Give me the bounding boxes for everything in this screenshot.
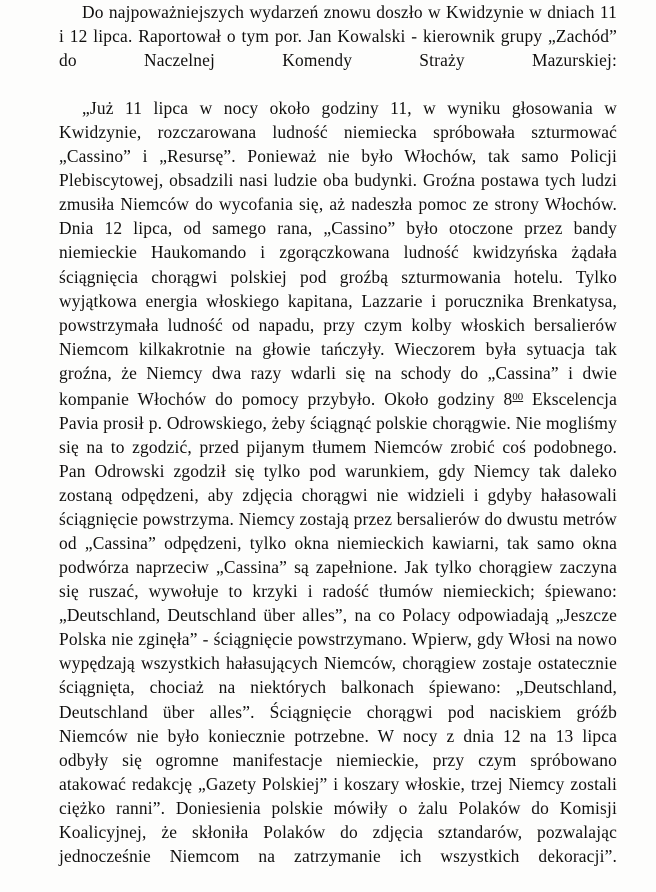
paragraph-report-quote bbox=[59, 96, 617, 892]
document-text-body bbox=[59, 0, 617, 892]
quote-text-before-time: „Już 11 lipca w nocy około godziny 11, w wyniku głosowania w Kwidzynie, rozczarowana ludność niemiecka spróbowała szturmować „Cassino” i „Resursę”. Ponieważ nie było Włochów, tak samo Policji Plebiscytowej, obsadzili nasi ludzie oba budynki. Groźna postawa tych ludzi zmusiła Niemców do wycofania się, aż nadeszła pomoc ze strony Włochów. Dnia 12 lipca, od samego rana, „Cassino” było otoczone przez bandy niemieckie Haukomando i zgorączkowana ludność kwidzyńska żądała ściągnięcia chorągwi polskiej pod groźbą szturmowania hotelu. Tylko wyjątkowa energia włoskiego kapitana, Lazzarie i porucznika Brenkatysa, powstrzymała ludność od napadu, przy czym kolby włoskich bersalierów Niemcom kilkakrotnie na głowie tańczyły. Wieczorem była sytuacja tak groźna, że Niemcy dwa razy wdarli się na schody do „Cassina” i dwie kompanie Włochów do pomocy przybyło. Około godziny bbox=[59, 98, 617, 409]
paragraph-intro: Do najpoważniejszych wydarzeń znowu doszło w Kwidzynie w dniach 11 i 12 lipca. Raportował o tym por. Jan Kowalski - kierownik grupy „Zachód” do Naczelnej Komendy Straży Mazurskiej: bbox=[59, 2, 617, 71]
time-hour-value: 8 bbox=[503, 388, 513, 409]
time-minutes-superscript: 00 bbox=[512, 390, 524, 403]
quote-text-after-time: Ekscelencja Pavia prosił p. Odrowskiego, żeby ściągnąć polskie chorągwie. Nie mogliśmy się na to zgodzić, przed pijanym tłumem Niemców zrobić coś podobnego. Pan Odrowski zgodził się tylko pod warunkiem, gdy Niemcy tak daleko zostaną odpędzeni, aby zdjęcia chorągwi nie widzieli i gdyby hałasowali ściągnięcie powstrzyma. Niemcy zostają przez bersalierów do dwustu metrów od „Cassina” odpędzeni, tylko okna niemieckich kawiarni, tak samo okna podwórza naprzeciw „Cassina” są zapełnione. Jak tylko chorągiew zaczyna się ruszać, wywołuje to krzyki i radość tłumów niemieckich; śpiewano: „Deutschland, Deutschland über alles”, na co Polacy odpowiadają „Jeszcze Polska nie zginęła” - ściągnięcie powstrzymano. Wpierw, gdy Włosi na nowo wypędzają wszystkich hałasujących Niemców, chorągiew zostaje ostatecznie ściągnięta, chociaż na niektórych balkonach śpiewano: „Deutschland, Deutschland über alles”. Ściągnięcie chorągwi pod naciskiem gróźb Niemców nie było koniecznie potrzebne. W nocy z dnia 12 na 13 lipca odbyły się ogromne manifestacje niemieckie, przy czym spróbowano atakować redakcję „Gazety Polskiej” i koszary włoskie, trzej Niemcy zostali ciężko ranni”. Doniesienia polskie mówiły o żalu Polaków do Komisji Koalicyjnej, że skłoniła Polaków do zdjęcia sztandarów, pozwalając jednocześnie Niemcom na zatrzymanie ich wszystkich dekoracji”. bbox=[59, 388, 617, 866]
